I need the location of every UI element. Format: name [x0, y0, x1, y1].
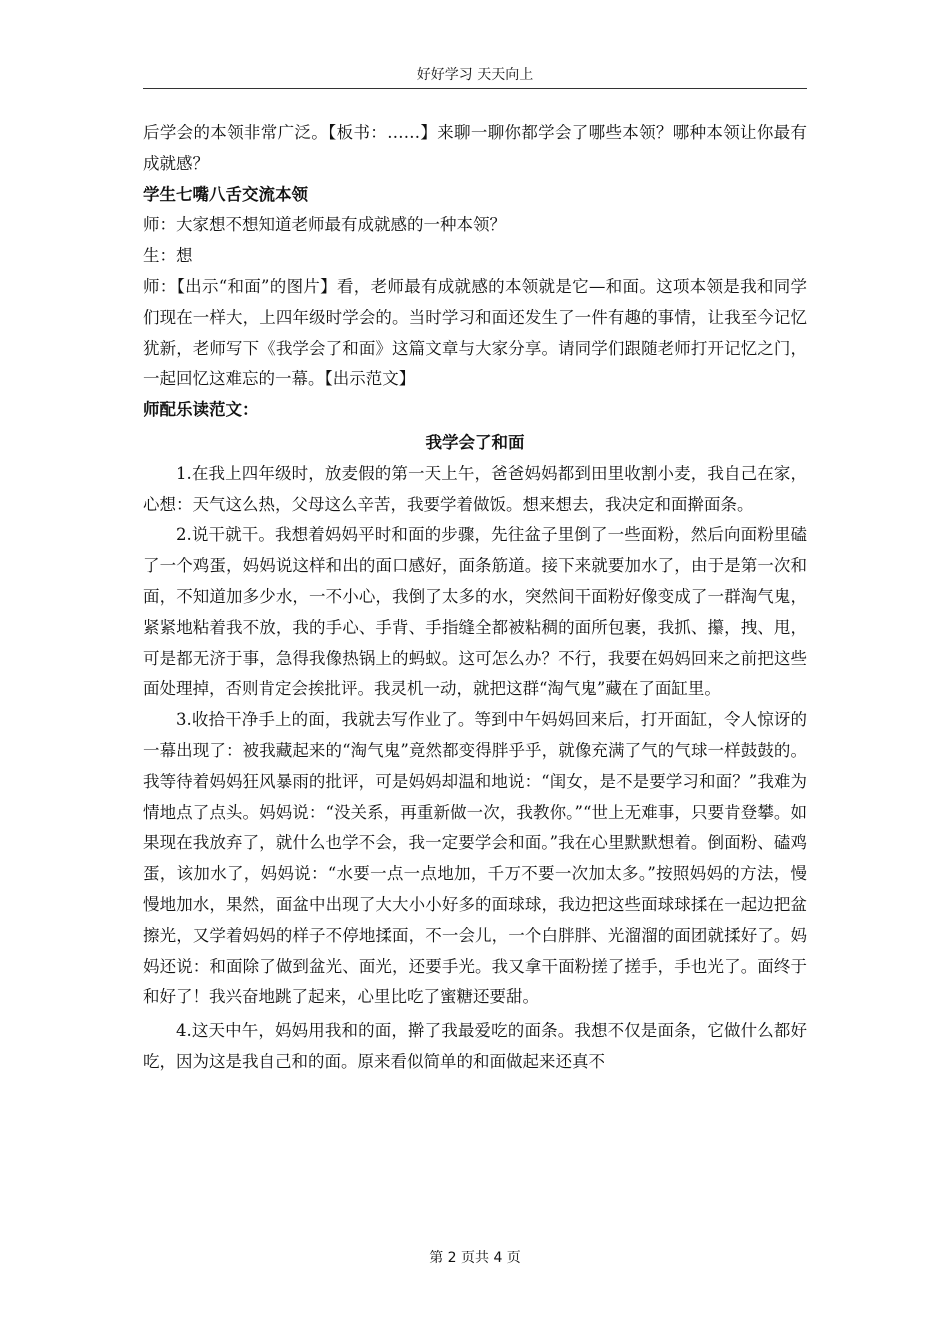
section-heading: 学生七嘴八舌交流本领 [143, 184, 308, 204]
section-heading: 师配乐读范文： [143, 400, 259, 420]
dialogue-line: 生：想 [143, 246, 193, 266]
essay-paragraph: 2.说干就干。我想着妈妈平时和面的步骤，先往盆子里倒了一些面粉，然后向面粉里磕了一个鸡蛋，妈妈说这样和出的面口感好，面条筋道。接下来就要加水了，由于是第一次和面，不知道加多少水，一不小心，我倒了太多的水，突然间干面粉好像变成了一群淘气鬼，紧紧地粘着我不放，我的手心、手背、手指缝全都被粘稠的面所包裹，我抓、攥，拽、甩，可是都无济于事，急得我像热锅上的蚂蚁。这可怎么办？不行，我要在妈妈回来之前把这些面处理掉，否则肯定会挨批评。我灵机一动，就把这群“淘气鬼”藏在了面缸里。 [143, 525, 807, 699]
essay-paragraph: 1.在我上四年级时，放麦假的第一天上午，爸爸妈妈都到田里收割小麦，我自己在家，心想：天气这么热，父母这么辛苦，我要学着做饭。想来想去，我决定和面擀面条。 [143, 463, 807, 514]
dialogue-line: 师：【出示“和面”的图片】看，老师最有成就感的本领就是它—和面。这项本领是我和同学们现在一样大，上四年级时学会的。当时学习和面还发生了一件有趣的事情，让我至今记忆犹新，老师写下《我学会了和面》这篇文章与大家分享。请同学们跟随老师打开记忆之门，一起回忆这难忘的一幕。【出示范文】 [143, 276, 807, 389]
document-body [143, 118, 807, 1078]
essay-title: 我学会了和面 [425, 432, 525, 452]
page-footer: 第 2 页共 4 页 [429, 1250, 521, 1266]
essay-paragraph: 3.收拾干净手上的面，我就去写作业了。等到中午妈妈回来后，打开面缸，令人惊讶的一幕出现了：被我藏起来的“淘气鬼”竟然都变得胖乎乎，就像充满了气的气球一样鼓鼓的。我等待着妈妈狂风暴雨的批评，可是妈妈却温和地说：“闺女，是不是要学习和面？”我难为情地点了点头。妈妈说：“没关系，再重新做一次，我教你。”“世上无难事，只要肯登攀。如果现在我放弃了，就什么也学不会，我一定要学会和面。”我在心里默默想着。倒面粉、磕鸡蛋，该加水了，妈妈说：“水要一点一点地加，千万不要一次加太多。”按照妈妈的方法，慢慢地加水，果然，面盆中出现了大大小小好多的面球球，我边把这些面球球揉在一起边把盆擦光，又学着妈妈的样子不停地揉面，不一会儿，一个白胖胖、光溜溜的面团就揉好了。妈妈还说：和面除了做到盆光、面光，还要手光。我又拿干面粉搓了搓手，手也光了。面终于和好了！我兴奋地跳了起来，心里比吃了蜜糖还要甜。 [143, 710, 807, 1007]
essay-paragraph: 4.这天中午，妈妈用我和的面，擀了我最爱吃的面条。我想不仅是面条，它做什么都好吃，因为这是我自己和的面。原来看似简单的和面做起来还真不 [143, 1021, 807, 1071]
page-header: 好好学习 天天向上 [143, 64, 807, 89]
dialogue-line: 师：大家想不想知道老师最有成就感的一种本领？ [143, 215, 506, 235]
intro-paragraph: 后学会的本领非常广泛。【板书：……】来聊一聊你都学会了哪些本领？哪种本领让你最有成就感？ [143, 123, 807, 173]
